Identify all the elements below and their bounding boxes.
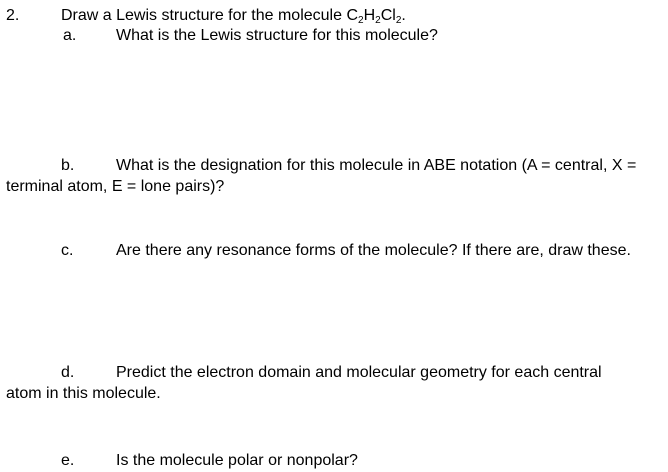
formula-cl-subscript: 2 [395, 15, 402, 26]
part-d-text-line1: Predict the electron domain and molecular geometry for each central [116, 364, 602, 381]
part-a-label: a. [63, 27, 77, 44]
part-c-label: c. [61, 242, 74, 259]
part-b-text-line1: What is the designation for this molecule in ABE notation (A = central, X = [116, 157, 637, 174]
formula-c-subscript: 2 [358, 15, 364, 26]
question-intro: Draw a Lewis structure for the molecule [61, 7, 347, 24]
part-e-label: e. [61, 452, 75, 469]
question-intro-end: . [401, 7, 406, 24]
part-a-text: What is the Lewis structure for this molecule? [116, 27, 438, 44]
part-c-text: Are there any resonance forms of the molecule? If there are, draw these. [116, 242, 631, 259]
part-b-text-line2: terminal atom, E = lone pairs)? [6, 178, 225, 195]
formula-h-subscript: 2 [375, 15, 381, 26]
part-e-text: Is the molecule polar or nonpolar? [116, 452, 358, 469]
formula-h: H [363, 7, 376, 24]
formula-cl: Cl [380, 7, 396, 24]
part-d-label: d. [61, 364, 75, 381]
part-b-label: b. [61, 157, 75, 174]
question-prompt [61, 6, 406, 25]
question-number: 2. [6, 7, 20, 24]
part-d-text-line2: atom in this molecule. [6, 385, 161, 402]
formula-c: C [346, 7, 359, 24]
